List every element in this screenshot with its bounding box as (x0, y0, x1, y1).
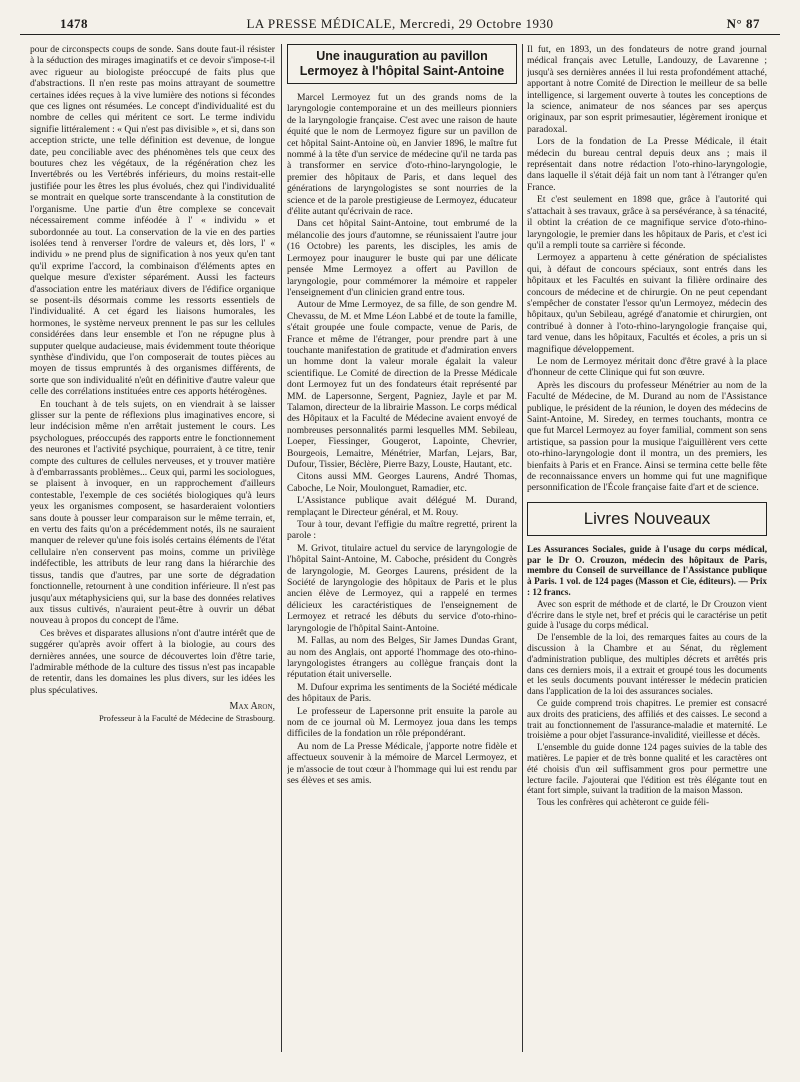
paragraph: Après les discours du professeur Ménétrier au nom de la Faculté de Médecine, de M. Durand au nom de l'Assistance publique, le président de la réunion, le doyen des médecins de Saint-Antoine, M. Siredey, en termes touchants, montra ce que fut Marcel Lermoyez au foyer familial, comment son sens artistique, sa passion pour la musique l'aiguillèrent vers cette oto-rhino-laryngologie dont il montra, un des premiers, les bienfaits à Paris et en France. Ainsi se termina cette belle fête de reconnaissance envers un homme qui fut une magnifique personnification de l'École française faite d'art et de science. (527, 379, 767, 494)
journal-title: LA PRESSE MÉDICALE, Mercredi, 29 Octobre 1930 (246, 16, 554, 31)
article-heading: Une inauguration au pavillon Lermoyez à l'hôpital Saint-Antoine (287, 44, 517, 84)
column-right (527, 44, 767, 1044)
paragraph: M. Grivot, titulaire actuel du service de laryngologie de l'hôpital Saint-Antoine, M. Caboche, président du Congrès de laryngologie, M. Georges Laurens, président de la Société de laryngologie des hôpitaux de Paris et le plus ancien élève de Lermoyez, qui a rappelé en termes délicieux les caractéristiques de l'enseignement de Lermoyez et retracé les débuts du service d'oto-rhino-laryngologie de l'hôpital Saint-Antoine. (287, 542, 517, 634)
section-heading-livres-nouveaux: Livres Nouveaux (527, 502, 767, 536)
paragraph: L'Assistance publique avait délégué M. Durand, remplaçant le Directeur général, et M. Rouy. (287, 495, 517, 518)
paragraph: pour de circonspects coups de sonde. Sans doute faut-il résister à la séduction des mirages imaginatifs et ce devoir s'impose-t-il avec rigueur au biologiste préoccupé de faits plus que d'abstractions. Il n'en reste pas moins attrayant de soumettre certaines idées reçues à la vive lumière des notions si fécondes que ces lignes ont résumées. Le concept d'individualité est du nombre de celles qui méritent ce sort. Le terme individu signifie littéralement : « Qui n'est pas divisible », et si, dans son acception stricte, une telle définition est devenue, de longue date, peu conciliable avec des phénomènes tels que ceux des boutures chez les végétaux, de la régénération chez les Invertébrés ou les Vertébrés inférieurs, du moins restait-elle justifiée pour les êtres les plus évolués, chez qui l'individualité se montrait en quelque sorte transcendante à la constitution de l'organisme. Une partie d'un être complexe se concevait nécessairement comme inféodée à l' « individu » et subordonnée au tout. La conservation de la vie en des parties isolées tend à renverser l'ordre de valeurs et, dès lors, l' « individu » ne prend plus de signification à nos yeux qu'en tant qu'il exprime l'accord, la combinaison d'éléments aptes en quelque mesure d'exister séparément. Aussi les facteurs d'association entre les matériaux divers de l'édifice organique se posent-ils désormais comme les ressorts essentiels de l'individualité. A cet égard les liaisons humorales, les hormones, le système nerveux prennent le pas sur les cellules considérées dans leur ensemble et l'on ne répugne plus à supputer quelque audacieuse, mais évidemment toute théorique synthèse d'individu, que l'on composerait de toutes pièces au moyen de tissus empruntés à des organismes différents, de sorte que son individualité n'eût en définitive d'autre valeur que celle des corrélations instituées entre ces apports hétérogènes. (30, 44, 275, 398)
paragraph: De l'ensemble de la loi, des remarques faites au cours de la discussion à la Chambre et au Sénat, du règlement d'administration publique, des multiples décrets et arrêtés pris dans ces derniers mois, il a extrait et groupé tous les documents et les seuls documents pouvant intéresser le médecin praticien dans l'application de la loi des assurances sociales. (527, 632, 767, 697)
paragraph: Au nom de La Presse Médicale, j'apporte notre fidèle et affectueux souvenir à la mémoire de Marcel Lermoyez, et je m'associe de tout cœur à l'hommage qui lui est rendu par ses élèves et ses amis. (287, 740, 517, 786)
paragraph: Tour à tour, devant l'effigie du maître regretté, prirent la parole : (287, 519, 517, 542)
paragraph: Ce guide comprend trois chapitres. Le premier est consacré aux droits des praticiens, des affiliés et des caisses. Le second a trait au fonctionnement de l'assurance-maladie et maternité. Le troisième a pour objet l'assurance-invalidité, vieillesse et décès. (527, 698, 767, 741)
paragraph: Le professeur de Lapersonne prit ensuite la parole au nom de ce journal où M. Lermoyez joua dans les temps difficiles de la fondation un rôle prépondérant. (287, 705, 517, 740)
column-rule (281, 44, 282, 1052)
page-header (20, 12, 780, 35)
paragraph: M. Dufour exprima les sentiments de la Société médicale des hôpitaux de Paris. (287, 681, 517, 705)
paragraph: Dans cet hôpital Saint-Antoine, tout embrumé de la mélancolie des jours d'automne, se réunissaient l'autre jour (16 Octobre) les parents, les disciples, les amis de Lermoyez pour inaugurer le buste qui par une délicate pensée Mme Lermoyez a offert au Pavillon de laryngologie, pour commémorer la mémoire et rappeler l'enseignement d'un clinicien grand entre tous. (287, 218, 517, 298)
paragraph: Autour de Mme Lermoyez, de sa fille, de son gendre M. Chevassu, de M. et Mme Léon Labbé et de toute la famille, s'était groupée une foule compacte, venue de Paris, de France et même de l'étranger, pour prendre part à une touchante manifestation de gratitude et d'admiration envers un homme dont la valeur morale égalait la valeur scientifique. Le Comité de direction de la Presse Médicale dont Lermoyez fut un des fondateurs était représenté par MM. de Lapersonne, Sergent, Pagniez, Jayle et par M. Talamon, directeur de la librairie Masson. Le corps médical des Hôpitaux et la Faculté de Médecine avaient envoyé de nombreuses personnalités parmi lesquelles MM. Sebileau, Loeper, Fiessinger, Gougerot, Lapointe, Chevrier, Bourgeois, Lemaitre, Ménétrier, Marfan, Lejars, Bar, Dufour, Tissier, Béclère, Pierre Bazy, Louste, Hautant, etc. (287, 299, 517, 470)
paragraph: Citons aussi MM. Georges Laurens, André Thomas, Caboche, Le Noir, Moulonguet, Ramadier, etc. (287, 471, 517, 494)
paragraph: Tous les confrères qui achèteront ce guide féli- (537, 797, 710, 808)
column-rule (522, 44, 523, 1052)
paragraph: M. Fallas, au nom des Belges, Sir James Dundas Grant, au nom des Anglais, ont apporté l'hommage des oto-rhino-laryngologistes étrangers au collègue français dont la réputation était universelle. (287, 635, 517, 681)
paragraph: Le nom de Lermoyez méritait donc d'être gravé à la place d'honneur de cette Clinique qui fut son œuvre. (527, 355, 767, 379)
paragraph: Il fut, en 1893, un des fondateurs de notre grand journal médical français avec Letulle, Landouzy, de Lavarenne ; jusqu'à ses dernières années il lui resta profondément attaché, apportant à notre Comité de Direction le meilleur de sa belle intelligence, si largement ouverte à toutes les conceptions de la science, animateur de nos séances par ses aperçus originaux, par son esprit primesautier, légèrement ironique et paradoxal. (527, 44, 767, 135)
paragraph: Et c'est seulement en 1898 que, grâce à l'autorité qui s'attachait à ses travaux, grâce à sa persévérance, à sa ténacité, il obtint la création de ce magnifique service d'oto-rhino-laryngologie, le premier dans les hôpitaux de Paris, et c'est ici qu'il a rempli toute sa carrière si féconde. (527, 194, 767, 251)
issue-number: N° 87 (726, 16, 760, 31)
column-left (30, 44, 275, 1044)
column-middle (287, 44, 517, 1044)
paragraph: Avec son esprit de méthode et de clarté, le Dr Crouzon vient d'écrire dans le style net, bref et précis qui le caractérise un petit guide à l'usage du corps médical. (527, 598, 767, 631)
author-signature: Max Aron, (229, 701, 275, 713)
author-title: Professeur à la Faculté de Médecine de Strasbourg. (99, 712, 275, 723)
paragraph: Marcel Lermoyez fut un des grands noms de la laryngologie contemporaine et un des meilleurs pionniers de la laryngologie française. C'est avec une raison de haute équité que le nom de Lermoyez figure sur un pavillon de cet hôpital Saint-Antoine où, en Janvier 1896, le maître fut nommé à la tête d'un service de médecine qu'il ne tarda pas à transformer en service d'oto-rhino-laryngologie, le premier des hôpitaux de Paris, et dans lequel des générations de laryngologistes se sont nourries de la science et de la parole prestigieuse de Lermoyez, éducateur d'élite autant qu'écrivain de race. (287, 92, 517, 218)
paragraph: Lors de la fondation de La Presse Médicale, il était médecin du bureau central depuis deux ans ; mais il représentait dans notre rédaction l'oto-rhino-laryngologie, dans laquelle il s'était déjà fait un nom tant à l'étranger qu'en France. (527, 136, 767, 193)
paragraph: En touchant à de tels sujets, on en viendrait à se laisser glisser sur la pente de réflexions plus imaginatives encore, si leur indécision même n'en arrêtait justement le cours. Les psychologues, préoccupés des rapports entre le fonctionnement des neurones et l'activité psychique, pourraient, à ce titre, tenir compte des cultures de cellules nerveuses, et y trouver matière à d'embarrassants problèmes... Ceux qui, parmi les sociologues, se plaisent à invoquer, en un rapprochement d'ailleurs contestable, l'exemple de ces sociétés biologiques qu'à leurs yeux les organismes composent, se hasarderaient volontiers sans doute à pousser leur comparaison sur le même terrain, et, en vertu des faits qu'on a précédemment notés, ils ne sauraient manquer de relever qu'une fois isolés certains éléments de l'état cellulaire n'en conservent pas moins, comme un privilège indéfectible, les attributs de leur rang dans la hiérarchie des tissus, tandis que d'autres, par une sorte de dégradation fonctionnelle, retournent à une condition inférieure. Il n'est pas jusqu'aux métaphysiciens qui, sur la base des données relatives aux tissus cultivés, n'auraient peut-être à ouvrir un débat nouveau à propos du concept de l'âme. (30, 398, 275, 627)
book-review-title: Les Assurances Sociales, guide à l'usage du corps médical, par le Dr O. Crouzon, médecin des hôpitaux de Paris, membre du Conseil de surveillance de l'Assistance publique à Paris. 1 vol. de 124 pages (Masson et Cie, éditeurs). — Prix : 12 francs. (527, 543, 767, 598)
paragraph: L'ensemble du guide donne 124 pages suivies de la table des matières. Le papier et de très bonne qualité et les caractères ont été choisis d'un œil suffisamment gros pour permettre une lecture facile. J'ajouterai que l'édition est très élégante tout en étant fort simple, suivant la tradition de la maison Masson. (527, 742, 767, 796)
page-number: 1478 (60, 16, 88, 31)
paragraph: Lermoyez a appartenu à cette génération de spécialistes qui, à défaut de concours spéciaux, sont entrés dans les hôpitaux et les Facultés en suivant la filière ordinaire des concours de médecine et de chirurgie. On ne peut cependant s'empêcher de constater l'essor qu'un Lermoyez, médecin des hôpitaux, qu'un Sebileau, agrégé d'anatomie et chirurgien, ont contribué à donner à l'oto-rhino-laryngologie française qui, tard venue, dans les hôpitaux, Facultés et écoles, a pris un si magnifique développement. (527, 252, 767, 355)
paragraph: Ces brèves et disparates allusions n'ont d'autre intérêt que de suggérer qu'après avoir offert à la biologie, au cours des dernières années, une source de découvertes loin d'être tarie, l'admirable méthode de la culture des tissus n'est pas incapable de retentir, dans les domaines les plus divers, sur les idées les plus spéculatives. (30, 627, 275, 696)
